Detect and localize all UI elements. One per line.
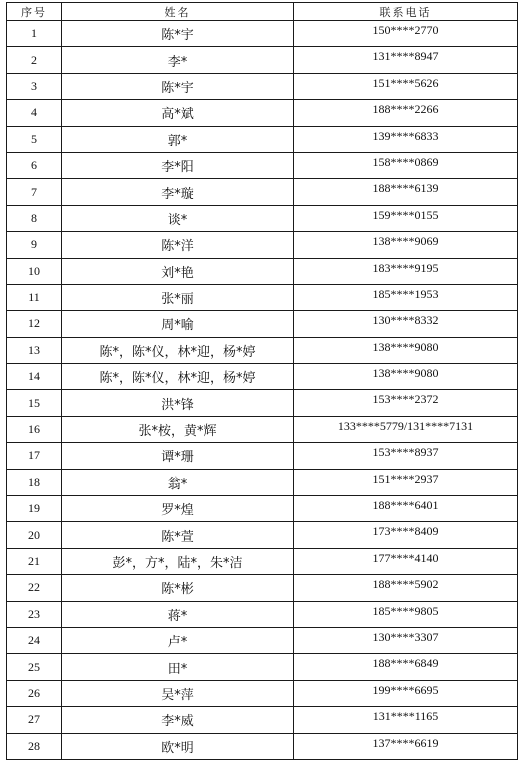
row-phone-cell: 183****9195 [294,258,518,284]
row-index-cell: 20 [7,522,62,548]
row-phone-cell: 137****6619 [294,733,518,759]
row-phone-cell: 199****6695 [294,680,518,706]
row-phone-cell: 150****2770 [294,21,518,47]
row-phone-cell: 138****9080 [294,337,518,363]
row-index-cell: 18 [7,469,62,495]
row-index-cell: 15 [7,390,62,416]
row-phone-cell: 159****0155 [294,205,518,231]
row-index-cell: 12 [7,311,62,337]
row-phone-cell: 138****9080 [294,364,518,390]
row-index-cell: 9 [7,232,62,258]
row-name-cell: 陈*，陈*仪，林*迎，杨*婷 [62,337,294,363]
table-row [7,575,518,601]
row-phone-cell: 177****4140 [294,548,518,574]
row-name-cell: 欧*明 [62,733,294,759]
row-name-cell: 卢* [62,627,294,653]
row-index-cell: 13 [7,337,62,363]
row-name-cell: 陈*，陈*仪，林*迎，杨*婷 [62,364,294,390]
row-index-cell: 27 [7,707,62,733]
header-index: 序号 [7,3,62,21]
table-row [7,416,518,442]
header-name: 姓名 [62,3,294,21]
row-name-cell: 张*桉，黄*辉 [62,416,294,442]
table-row [7,126,518,152]
row-name-cell: 李*璇 [62,179,294,205]
row-phone-cell: 130****8332 [294,311,518,337]
row-name-cell: 高*斌 [62,100,294,126]
row-phone-cell: 188****5902 [294,575,518,601]
row-index-cell: 28 [7,733,62,759]
table-row [7,205,518,231]
table-row [7,100,518,126]
row-name-cell: 李* [62,47,294,73]
table-row [7,284,518,310]
row-name-cell: 李*威 [62,707,294,733]
row-index-cell: 10 [7,258,62,284]
row-name-cell: 张*丽 [62,284,294,310]
row-phone-cell: 131****8947 [294,47,518,73]
row-name-cell: 周*喻 [62,311,294,337]
table-row [7,390,518,416]
row-index-cell: 11 [7,284,62,310]
table-row [7,548,518,574]
row-index-cell: 23 [7,601,62,627]
table-row [7,21,518,47]
row-phone-cell: 153****8937 [294,443,518,469]
row-name-cell: 李*阳 [62,152,294,178]
contact-table [6,2,518,760]
table-row [7,73,518,99]
row-phone-cell: 153****2372 [294,390,518,416]
row-index-cell: 7 [7,179,62,205]
row-phone-cell: 188****6401 [294,496,518,522]
row-name-cell: 谈* [62,205,294,231]
table-row [7,496,518,522]
row-phone-cell: 131****1165 [294,707,518,733]
row-name-cell: 陈*萱 [62,522,294,548]
table-row [7,443,518,469]
row-phone-cell: 151****2937 [294,469,518,495]
row-name-cell: 翁* [62,469,294,495]
table-row [7,654,518,680]
table-row [7,337,518,363]
table-row [7,707,518,733]
row-index-cell: 25 [7,654,62,680]
row-index-cell: 17 [7,443,62,469]
table-header [7,3,518,21]
row-phone-cell: 158****0869 [294,152,518,178]
row-name-cell: 洪*锋 [62,390,294,416]
table-body [7,21,518,760]
row-phone-cell: 139****6833 [294,126,518,152]
row-phone-cell: 185****1953 [294,284,518,310]
row-name-cell: 彭*，方*，陆*，朱*洁 [62,548,294,574]
row-index-cell: 4 [7,100,62,126]
row-phone-cell: 151****5626 [294,73,518,99]
row-name-cell: 刘*艳 [62,258,294,284]
table-row [7,179,518,205]
table-row [7,258,518,284]
row-index-cell: 19 [7,496,62,522]
row-name-cell: 陈*宇 [62,21,294,47]
row-phone-cell: 185****9805 [294,601,518,627]
row-index-cell: 16 [7,416,62,442]
table-row [7,680,518,706]
row-index-cell: 22 [7,575,62,601]
table-row [7,311,518,337]
row-index-cell: 14 [7,364,62,390]
row-index-cell: 1 [7,21,62,47]
row-index-cell: 8 [7,205,62,231]
row-name-cell: 蒋* [62,601,294,627]
table-row [7,364,518,390]
row-phone-cell: 138****9069 [294,232,518,258]
table-row [7,469,518,495]
table-row [7,152,518,178]
table-row [7,601,518,627]
row-index-cell: 5 [7,126,62,152]
row-index-cell: 24 [7,627,62,653]
row-index-cell: 26 [7,680,62,706]
row-index-cell: 3 [7,73,62,99]
row-name-cell: 陈*洋 [62,232,294,258]
row-phone-cell: 188****2266 [294,100,518,126]
row-name-cell: 田* [62,654,294,680]
table-row [7,733,518,759]
row-name-cell: 罗*煌 [62,496,294,522]
table-row [7,522,518,548]
row-name-cell: 陈*宇 [62,73,294,99]
table-row [7,627,518,653]
row-name-cell: 郭* [62,126,294,152]
table-row [7,47,518,73]
row-phone-cell: 188****6139 [294,179,518,205]
header-row [7,3,518,21]
header-phone: 联系电话 [294,3,518,21]
row-index-cell: 6 [7,152,62,178]
row-name-cell: 吴*萍 [62,680,294,706]
row-phone-cell: 133****5779/131****7131 [294,416,518,442]
row-index-cell: 2 [7,47,62,73]
row-name-cell: 谭*珊 [62,443,294,469]
row-phone-cell: 188****6849 [294,654,518,680]
row-index-cell: 21 [7,548,62,574]
table-row [7,232,518,258]
row-name-cell: 陈*彬 [62,575,294,601]
row-phone-cell: 130****3307 [294,627,518,653]
row-phone-cell: 173****8409 [294,522,518,548]
